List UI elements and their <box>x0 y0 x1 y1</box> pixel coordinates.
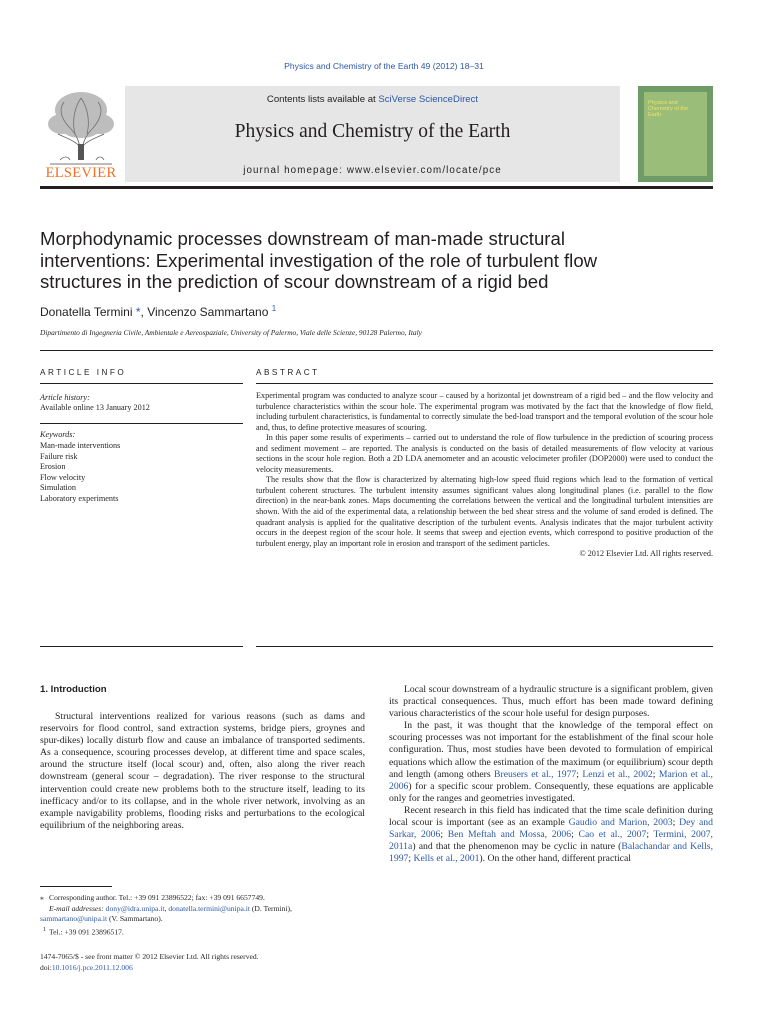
citation-link[interactable]: Ben Meftah and Mossa, 2006 <box>447 829 572 841</box>
article-history-value: Available online 13 January 2012 <box>40 403 150 412</box>
article-title: Morphodynamic processes downstream of man-made structural interventions: Experimental investigation of the role of turbulent flow structures in the prediction of scour downstream of a rigid bed <box>40 228 598 292</box>
footnote-1 <box>40 925 370 938</box>
article-info-divider <box>40 423 243 424</box>
body-paragraph <box>389 805 713 865</box>
article-info-rule <box>40 383 243 384</box>
citation-link[interactable]: Lenzi et al., 2002 <box>582 768 653 780</box>
affiliation-rule <box>40 350 713 351</box>
keywords-list <box>40 441 120 504</box>
keyword: Erosion <box>40 462 66 471</box>
abstract-copyright: © 2012 Elsevier Ltd. All rights reserved. <box>579 549 713 559</box>
elsevier-logo <box>40 86 122 182</box>
citation-separator: ; <box>652 768 659 780</box>
journal-homepage[interactable]: journal homepage: www.elsevier.com/locate/pce <box>243 165 502 176</box>
keyword: Simulation <box>40 483 76 492</box>
citation-separator: ; <box>571 829 579 841</box>
paragraph-text: ) for a specific scour problem. Consequently, these equations are applicable only for the ranges and geometries investigated. <box>389 780 713 804</box>
citation-link[interactable]: Kells et al., 2001 <box>413 853 480 865</box>
abstract-bottom-rule <box>256 646 713 647</box>
journal-cover <box>638 86 713 182</box>
elsevier-wordmark: ELSEVIER <box>45 165 117 181</box>
email-separator: , <box>164 903 169 913</box>
section-heading-introduction: 1. Introduction <box>40 684 107 695</box>
footnote-mark: 1 <box>43 925 47 933</box>
keyword: Laboratory experiments <box>40 493 119 503</box>
article-info-bottom-rule <box>40 646 243 647</box>
email-link[interactable]: sammartano@unipa.it <box>40 914 108 923</box>
author-2: Vincenzo Sammartano <box>147 305 269 319</box>
author-separator: , <box>140 305 148 319</box>
doi-label: doi: <box>40 962 52 972</box>
citation-link[interactable]: Marion et al., 2006 <box>389 768 713 792</box>
author-2-footnote-mark[interactable]: 1 <box>271 304 277 313</box>
paragraph-text: In the past, it was thought that the knowledge of the temporal effect on scouring processes was not important for the establishment of the final scour hole configuration. Thus, most studies have been devoted to formulation of empirical equations which allow the estimation of the maximum (or equilibrium) scour depth and length (among others <box>389 720 713 780</box>
left-column <box>40 711 365 832</box>
footnote-emails-cont <box>40 914 370 925</box>
contents-prefix: Contents lists available at <box>266 94 379 105</box>
citation-separator: ; <box>576 768 583 780</box>
doi-line <box>40 963 259 974</box>
footnote-rule <box>40 886 112 887</box>
citation-link[interactable]: Gaudio and Marion, 2003 <box>568 817 673 829</box>
keyword: Flow velocity <box>40 472 86 482</box>
citation-link[interactable]: Cao et al., 2007 <box>578 829 647 841</box>
email-owner: (V. Sammartano). <box>107 914 163 923</box>
body-paragraph: Local scour downstream of a hydraulic structure is a significant problem, given its practical consequences. Thus, much effort has been made toward defining various characteristics of the scour hole useful for design purposes. <box>389 684 713 720</box>
footnote-mark: ⁎ <box>40 893 44 902</box>
email-owner: (D. Termini), <box>250 903 292 913</box>
doi-link[interactable]: 10.1016/j.pce.2011.12.006 <box>51 962 133 972</box>
citation-link[interactable]: Dey and Sarkar, 2006 <box>389 817 713 841</box>
citation-separator: ; <box>408 853 414 865</box>
abstract-body <box>256 391 713 560</box>
affiliation: Dipartimento di Ingegneria Civile, Ambientale e Aereospaziale, University of Palermo, Viale delle Scienze, 90128 Palermo, Italy <box>40 328 422 337</box>
footnote-text: Tel.: +39 091 23896517. <box>49 927 124 937</box>
contents-line <box>125 94 620 105</box>
citation-separator: ; <box>672 817 680 829</box>
issn-block <box>40 952 259 973</box>
footnote-text: Corresponding author. Tel.: +39 091 23896522; fax: +39 091 6657749. <box>49 893 265 902</box>
footnotes <box>40 893 370 938</box>
paragraph-text: ) and that the phenomenon may be cyclic in nature ( <box>412 841 622 853</box>
article-info-heading: ARTICLE INFO <box>40 368 127 377</box>
paragraph-text: ). On the other hand, different practical <box>479 853 631 865</box>
issn-line: 1474-7065/$ - see front matter © 2012 Elsevier Ltd. All rights reserved. <box>40 952 259 961</box>
sciencedirect-link[interactable]: SciVerse ScienceDirect <box>378 94 479 105</box>
abstract-paragraph: The results show that the flow is characterized by alternating high-low speed fluid regions which lead to the formation of vertical turbulent coherent structures. The turbulent intensity assumes significant values along longitudinal planes (i.e. parallel to the flow direction) in the near-bank zones. Maps documenting the correlations between the vertical and the longitudinal turbulent intensities are shown. With the aid of the experimental data, a relationship between the bed shear stress and the volume of sand eroded is defined. The quadrant analysis is applied for the qualitative description of the turbulent events. Analysis indicates that the major turbulent activity occurs in the deepest region of the scour hole. It seems that sweep and ejection events, which correspond to positive production of the turbulent energy, play an important role in erosion and transport of the sediment particles. <box>256 475 713 548</box>
journal-citation[interactable]: Physics and Chemistry of the Earth 49 (2012) 18–31 <box>284 61 484 71</box>
keyword: Failure risk <box>40 451 78 461</box>
citation-link[interactable]: Breusers et al., 1977 <box>494 768 577 780</box>
citation-link[interactable]: Balachandar and Kells, 1997 <box>389 841 713 865</box>
journal-title: Physics and Chemistry of the Earth <box>234 121 511 142</box>
citation-link[interactable]: Termini, 2007, 2011a <box>389 829 713 853</box>
keywords-label: Keywords: <box>40 430 76 439</box>
paragraph-text: Recent research in this field has indicated that the time scale definition during local scour is important (see as an example <box>389 804 713 829</box>
author-1-corresponding-mark[interactable]: * <box>135 305 141 319</box>
email-label: E-mail addresses: <box>49 903 106 913</box>
right-column <box>389 684 713 865</box>
abstract-heading: ABSTRACT <box>256 368 320 377</box>
footnote-corresponding <box>40 893 370 904</box>
author-list <box>40 304 276 319</box>
keyword: Man-made interventions <box>40 441 121 450</box>
email-link[interactable]: donatella.termini@unipa.it <box>168 903 250 913</box>
abstract-paragraph: Experimental program was conducted to analyze scour – caused by a horizontal jet downstream of a rigid bed – and the flow velocity and turbulence characteristics within the scour hole. The experimental program was motivated by the fact that the knowledge of flow field, including turbulent characteristics, is fundamental to correctly simulate the bed-load transport and the temporal evolution of the scour hole and, thus, to define protective measures of scouring. <box>256 391 713 432</box>
masthead-rule <box>40 186 713 189</box>
author-1: Donatella Termini <box>40 305 133 319</box>
citation-separator: ; <box>440 829 448 841</box>
citation-separator: ; <box>646 829 654 841</box>
footnote-emails <box>40 904 370 915</box>
abstract-rule <box>256 383 713 384</box>
article-history-label: Article history: <box>40 393 90 402</box>
abstract-paragraph: In this paper some results of experiments – carried out to understand the role of flow turbulence in the prediction of scouring process and sediment movement – are reported. The analysis is conducted on the basis of detailed measurements of flow velocity at various sections in the scour hole region. Both a 2D LDA anemometer and an acoustic velocimeter profiler (DOP2000) were used to conduct the velocity measurements. <box>256 433 713 474</box>
cover-title: Physics and Chemistry of the Earth <box>648 100 689 118</box>
body-paragraph <box>389 720 713 805</box>
email-link[interactable]: dony@idra.unipa.it <box>105 903 165 913</box>
body-paragraph: Structural interventions realized for various reasons (such as dams and reservoirs for flood control, sand extraction systems, bridge piers, groynes and spur-dikes) locally disturb flow and cause an imbalance of transported sediments. As a consequence, scouring processes develop, at different time and space scales, around the structure itself (local scour) and, often, also along the river reach downstream (general scour – degradation). The river response to the structural intervention could create new problems both to the structure itself, leading to its inefficacy and/or to its collapse, and in the whole river network, involving as an example navigability problems, flooding risks and perturbations to the ecological equilibrium of the neighboring areas. <box>40 711 365 831</box>
